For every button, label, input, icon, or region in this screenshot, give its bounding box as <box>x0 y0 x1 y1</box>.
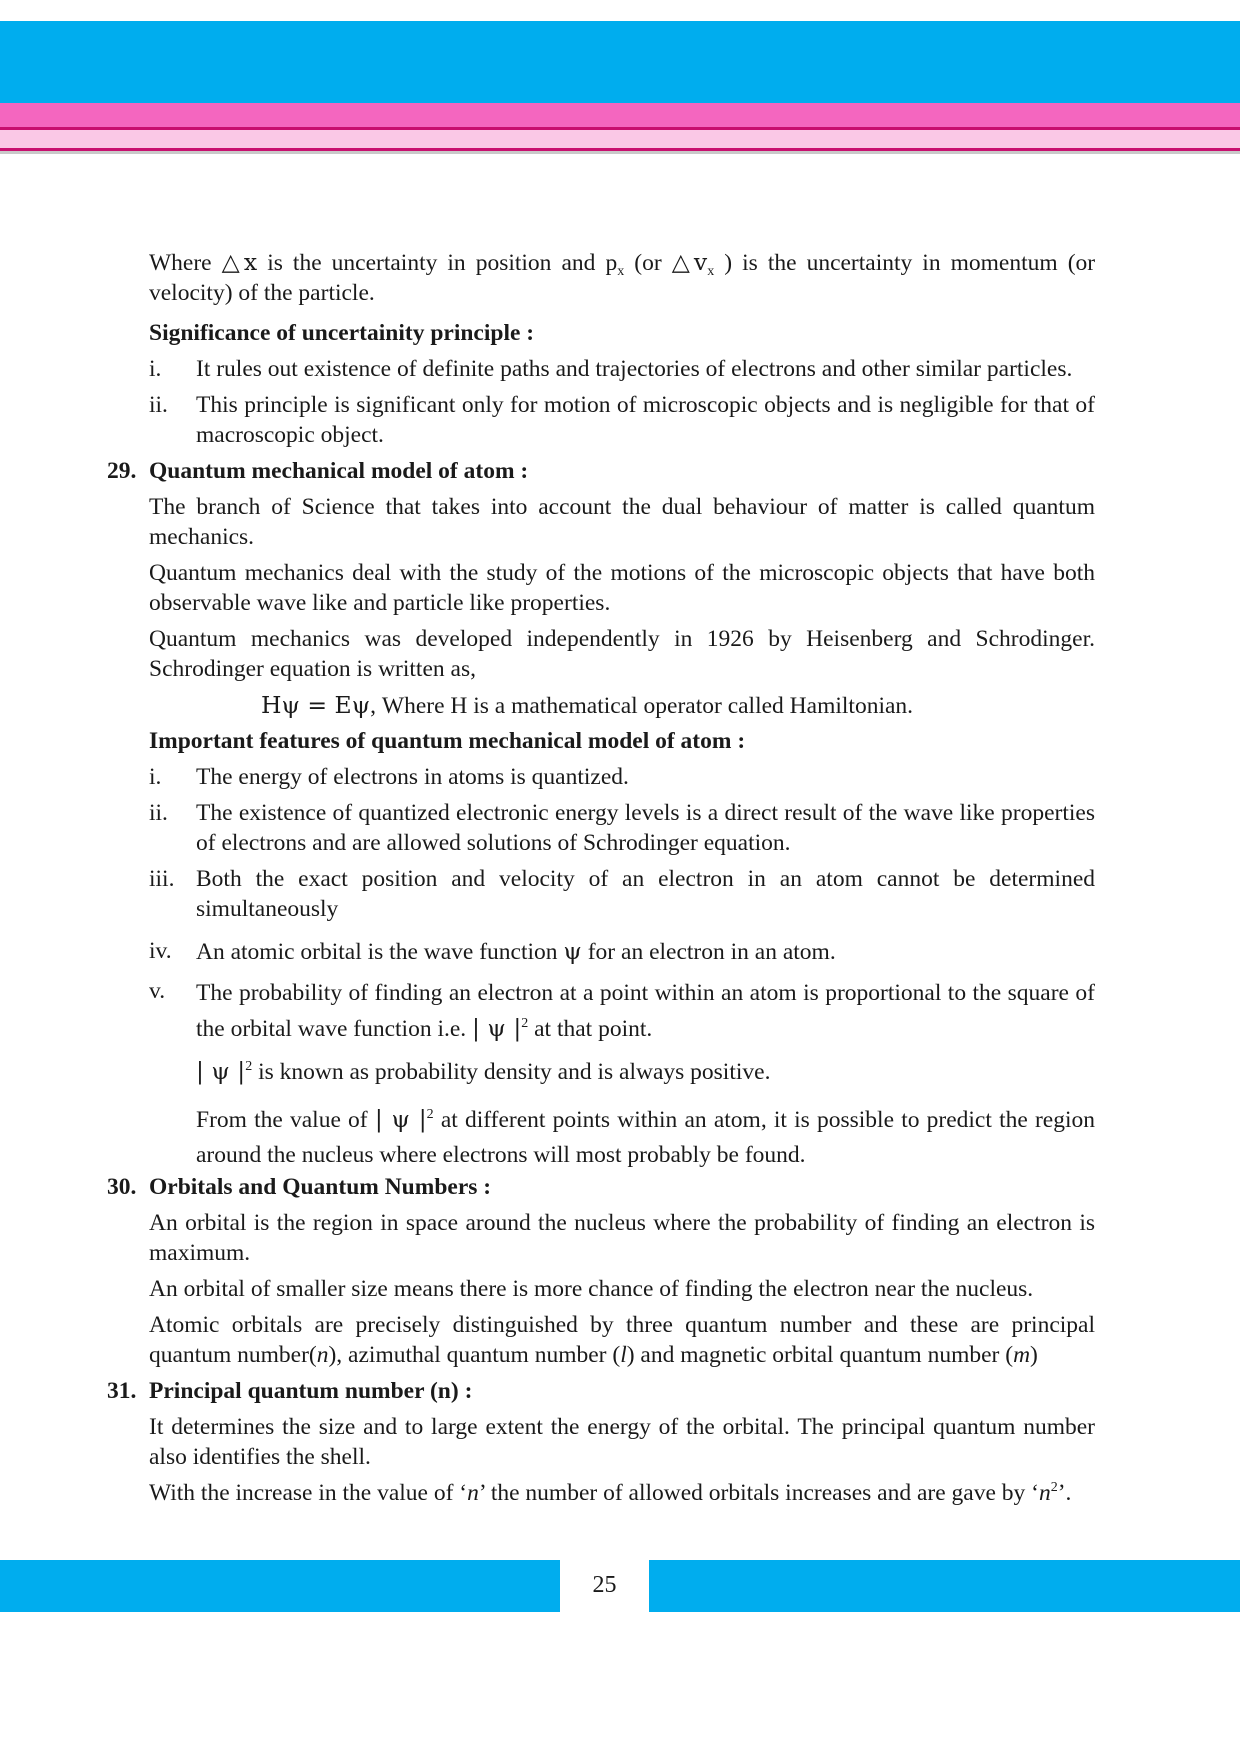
header-blue-band <box>0 21 1240 103</box>
paragraph: It determines the size and to large extent the energy of the orbital. The principal quantum number also identifies the shell. <box>149 1414 1095 1470</box>
list-item: The energy of electrons in atoms is quantized. <box>196 764 629 790</box>
list-item: Both the exact position and velocity of an electron in an atom cannot be determined simultaneously <box>196 866 1095 922</box>
paragraph: Atomic orbitals are precisely distinguished by three quantum number and these are principal quantum number(n), azimuthal quantum number (l) and magnetic orbital quantum number (m) <box>149 1312 1095 1368</box>
paragraph: Quantum mechanics was developed independently in 1926 by Heisenberg and Schrodinger. Schrodinger equation is written as, <box>149 626 1095 682</box>
header-light-band <box>0 130 1240 148</box>
list-item-number: iii. <box>149 866 175 892</box>
list-item-number: ii. <box>149 800 168 826</box>
paragraph: An orbital is the region in space around the nucleus where the probability of finding an electron is maximum. <box>149 1210 1095 1266</box>
list-item-number: iv. <box>149 938 172 964</box>
list-item: The probability of finding an electron at a point within an atom is proportional to the square of the orbital wave function i.e. | ψ $|^2$ at that point. <box>196 980 1095 1042</box>
equation-formula: Hψ = Eψ <box>261 691 371 719</box>
schrodinger-equation: Hψ = Eψ, Where H is a mathematical operator called Hamiltonian. <box>261 691 914 719</box>
header-pink-band <box>0 103 1240 127</box>
section-30-number: 30. <box>107 1174 137 1200</box>
paragraph: The branch of Science that takes into account the dual behaviour of matter is called quantum mechanics. <box>149 494 1095 550</box>
psi-modulus: | ψ | <box>472 1014 522 1042</box>
paragraph: An orbital of smaller size means there is more chance of finding the electron near the nucleus. <box>149 1276 1034 1302</box>
section-31-title: Principal quantum number (n) : <box>149 1378 473 1404</box>
footer-left-band <box>0 1560 560 1612</box>
section-31-number: 31. <box>107 1378 137 1404</box>
features-heading: Important features of quantum mechanical model of atom : <box>149 728 746 754</box>
list-item: An atomic orbital is the wave function ψ for an electron in an atom. <box>196 937 836 965</box>
psi-symbol: ψ <box>563 937 582 965</box>
list-item: It rules out existence of definite paths and trajectories of electrons and other similar particles. <box>196 356 1073 382</box>
page-number: 25 <box>592 1572 617 1598</box>
list-item-number: i. <box>149 356 162 382</box>
prediction-note: From the value of | ψ $|^2$ at different points within an atom, it is possible to predict the region around the nucleus where electrons will most probably be found. <box>196 1105 1095 1168</box>
paragraph: With the increase in the value of ‘n’ the number of allowed orbitals increases and are gave by ‘$n^2$’. <box>149 1480 1072 1506</box>
section-29-title: Quantum mechanical model of atom : <box>149 458 529 484</box>
list-item-number: ii. <box>149 392 168 418</box>
list-item-number: v. <box>149 978 166 1004</box>
psi-modulus: | ψ | <box>196 1057 246 1085</box>
paragraph: Quantum mechanics deal with the study of the motions of the microscopic objects that have both observable wave like and particle like properties. <box>149 560 1095 616</box>
significance-heading: Significance of uncertainity principle : <box>149 320 535 346</box>
list-item: This principle is significant only for motion of microscopic objects and is negligible for that of macroscopic object. <box>196 392 1095 448</box>
footer-right-band <box>649 1560 1240 1612</box>
header-grey-rule <box>0 151 1240 154</box>
intro-paragraph: Where △x is the uncertainty in position and $p_x$ (or $\triangle v_x$ ) is the uncertainty in momentum (or velocity) of the particle. <box>149 248 1096 306</box>
list-item-number: i. <box>149 764 162 790</box>
psi-modulus: | ψ | <box>374 1105 427 1133</box>
probability-density-note: | ψ $|^2$ is known as probability density and is always positive. <box>196 1057 771 1085</box>
delta-x-symbol: △x <box>221 248 258 276</box>
list-item: The existence of quantized electronic energy levels is a direct result of the wave like properties of electrons and are allowed solutions of Schrodinger equation. <box>196 800 1095 856</box>
delta-v-symbol: △v <box>671 248 708 276</box>
section-30-title: Orbitals and Quantum Numbers : <box>149 1174 492 1200</box>
section-29-number: 29. <box>107 458 137 484</box>
